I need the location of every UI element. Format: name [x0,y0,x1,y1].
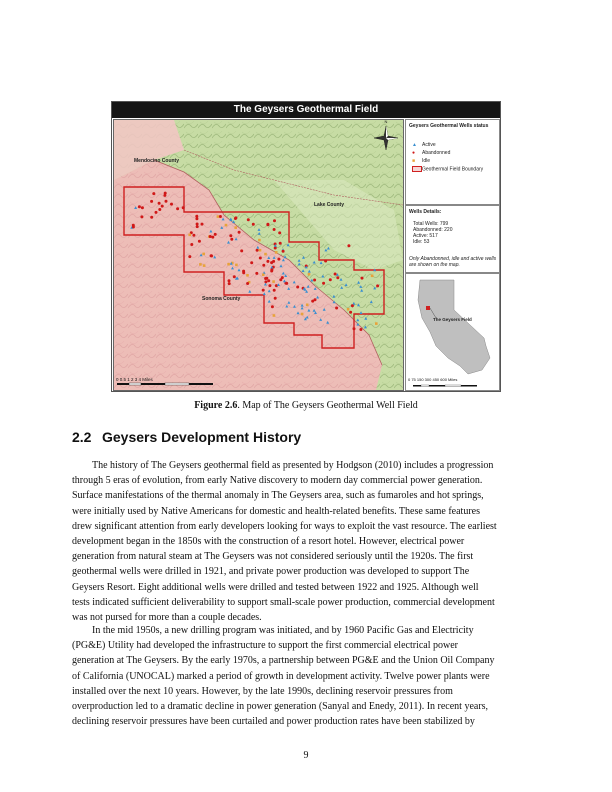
paragraph-line: installed over the next 10 years. However, by the late 1990s, declining reservoir pressures from [72,685,453,697]
well-idle [275,251,278,254]
well-abandonned [281,276,284,279]
map-legend [405,119,500,205]
well-idle [273,314,276,317]
legend-item-abandonned: ● Abandonned [412,150,451,156]
well-idle [301,313,304,316]
well-idle [225,224,228,227]
well-abandonned [264,280,267,283]
paragraph-line: geothermal wells were drilled in 1921, and private power production was developed to support The [72,566,470,578]
well-abandonned [242,271,245,274]
well-idle [246,274,249,277]
well-abandonned [152,192,155,195]
well-abandonned [273,228,276,231]
well-abandonned [192,234,195,237]
well-abandonned [158,208,161,211]
paragraph-line: development began in the 1850s with the construction of a resort hotel. However, electrical power [72,536,465,548]
well-abandonned [150,216,153,219]
well-abandonned [233,275,236,278]
well-abandonned [140,215,143,218]
well-abandonned [163,194,166,197]
well-abandonned [282,250,285,253]
geysers-map-figure [111,101,501,392]
well-abandonned [228,282,231,285]
well-idle [203,264,206,267]
well-abandonned [278,231,281,234]
boundary-rectangle-icon [412,166,422,173]
well-idle [306,304,309,307]
well-abandonned [198,240,201,243]
well-abandonned [279,242,282,245]
well-idle [262,273,265,276]
well-idle [272,280,275,283]
well-abandonned [266,223,269,226]
well-abandonned [165,200,168,203]
well-abandonned [353,327,356,330]
section-heading [72,429,301,445]
paragraph-2 [72,623,542,729]
well-abandonned [155,211,158,214]
well-abandonned [361,277,364,280]
well-abandonned [262,264,265,267]
map-scale-text: 0 0.5 1 2 3 4 Miles [116,377,153,382]
caption-text: . Map of The Geysers Geothermal Well Field [237,400,418,411]
well-abandonned [219,215,222,218]
circle-icon: ● [412,150,416,156]
paragraph-line: of California (UNOCAL) marked a period of growth in development activity. Twelve power plants were [72,670,490,682]
well-abandonned [230,238,233,241]
well-idle [264,253,267,256]
well-abandonned [376,284,379,287]
well-abandonned [272,260,275,263]
well-idle [308,273,311,276]
county-label-mendocino: Mendocino County [134,158,179,164]
well-abandonned [334,273,337,276]
well-abandonned [196,225,199,228]
well-abandonned [359,328,362,331]
paragraph-line: tests indicated sufficient deliverability to support small-scale power production, commercial development [72,596,495,608]
well-abandonned [234,217,237,220]
well-abandonned [229,234,232,237]
paragraph-line: through 5 eras of evolution, from early Native discovery to modern day commercial power generation. [72,475,483,487]
well-idle [227,263,230,266]
well-abandonned [351,304,354,307]
well-abandonned [270,268,273,271]
well-abandonned [259,257,262,260]
well-abandonned [141,206,144,209]
well-abandonned [228,279,231,282]
well-abandonned [274,297,277,300]
well-abandonned [336,276,339,279]
well-abandonned [195,217,198,220]
well-idle [217,215,220,218]
details-abandonned: Abandonned: 220 [413,227,453,233]
well-details [405,205,500,273]
north-label: N [384,120,388,124]
paragraph-1 [72,458,542,625]
legend-item-idle: ■ Idle [412,158,431,164]
paragraph-line: In the mid 1950s, a new drilling program was initiated, and by 1960 Pacific Gas and Electricity [92,625,474,636]
well-abandonned [182,206,185,209]
well-abandonned [240,249,243,252]
well-abandonned [252,223,255,226]
well-abandonned [296,286,299,289]
map-scale-bar [117,383,213,385]
paragraph-line: generation at The Geysers. By the early 1970s, a partnership between PG&E and the Union Oil Company [72,655,495,667]
well-abandonned [246,282,249,285]
well-idle [188,234,191,237]
well-idle [375,322,378,325]
well-abandonned [335,307,338,310]
paragraph-line: declining reservoir pressures have been curtailed and power production rates have been stabilized by [72,716,475,728]
well-abandonned [170,203,173,206]
well-abandonned [214,233,217,236]
well-idle [259,249,262,252]
legend-title: Geysers Geothermal Wells status [409,123,489,129]
paragraph-line: generation from natural steam at The Geysers was not considered seriously until the 1920s. The first [72,551,474,563]
well-abandonned [273,219,276,222]
well-abandonned [262,289,265,292]
well-abandonned [201,223,204,226]
well-abandonned [150,200,153,203]
california-inset-map [405,273,500,391]
well-abandonned [210,254,213,257]
well-abandonned [161,205,164,208]
well-abandonned [265,277,268,280]
details-note: Only Abandonned, idle and active wells are shown on the map. [409,256,497,268]
well-abandonned [329,278,332,281]
well-abandonned [349,311,352,314]
details-active: Active: 517 [413,233,438,239]
paragraph-line: drew significant attention from early developers looking for ways to exploit the vast resource. The earliest [72,520,497,532]
well-idle [371,275,374,278]
well-idle [347,308,350,311]
details-total: Total Wells: 799 [413,221,449,227]
paragraph-line: was not pursed for more than a couple decades. [72,612,262,624]
section-title: Geysers Development History [102,429,302,445]
county-label-lake: Lake County [314,202,345,208]
caption-label: Figure 2.6 [194,400,238,411]
well-abandonned [190,243,193,246]
well-abandonned [322,282,325,285]
well-abandonned [256,249,259,252]
well-abandonned [132,226,135,229]
figure-caption [0,400,612,411]
paragraph-line: The history of The Geysers geothermal field as presented by Hodgson (2010) includes a progression [92,460,494,471]
well-abandonned [271,305,274,308]
well-abandonned [158,202,161,205]
well-abandonned [313,279,316,282]
section-number: 2.2 [72,429,92,445]
well-abandonned [211,236,214,239]
well-abandonned [266,260,269,263]
well-abandonned [277,258,280,261]
well-abandonned [238,231,241,234]
page-number: 9 [303,750,309,761]
well-abandonned [138,205,141,208]
well-idle [199,263,202,266]
well-abandonned [268,284,271,287]
paragraph-line: were initially used by Native Americans for domestic and health-related benefits. These same features [72,505,480,517]
paragraph-line: overproduction led to a dramatic decline in power generation (Sanyal and Enedy, 2011). In recent years, [72,701,489,713]
well-idle [234,226,237,229]
map-title: The Geysers Geothermal Field [112,102,500,118]
well-abandonned [250,261,253,264]
well-abandonned [196,223,199,226]
paragraph-line: Geysers Resort. Eight additional wells were drilled and tested between 1922 and 1925. Although well [72,581,479,593]
square-icon: ■ [412,158,416,164]
california-outline [406,274,499,390]
details-idle: Idle: 53 [413,239,430,245]
legend-item-boundary: Geothermal Field Boundary [412,166,483,173]
legend-item-active: ▲ Active [412,142,436,148]
well-idle [258,239,261,242]
well-abandonned [255,272,258,275]
well-abandonned [324,260,327,263]
well-idle [202,253,205,256]
paragraph-line: Surface manifestations of the thermal anomaly in The Geysers area, such as fumaroles and hot springs, [72,490,484,502]
well-abandonned [176,207,179,210]
details-title: Wells Details: [409,209,442,215]
map-canvas [113,119,404,391]
triangle-icon: ▲ [412,142,417,148]
inset-field-label: The Geysers Field [433,317,472,322]
well-abandonned [188,255,191,258]
well-abandonned [314,298,317,301]
inset-scale-text: 0 75 150 300 450 600 Miles [408,377,458,382]
well-abandonned [209,235,212,238]
well-abandonned [273,289,276,292]
well-idle [235,264,238,267]
well-abandonned [274,247,277,250]
well-abandonned [347,244,350,247]
well-abandonned [195,215,198,218]
county-label-sonoma: Sonoma County [202,296,241,302]
paragraph-line: (PG&E) Utility had developed the infrastructure to support the first commercial electrical power [72,640,458,652]
well-abandonned [247,218,250,221]
well-abandonned [267,279,270,282]
